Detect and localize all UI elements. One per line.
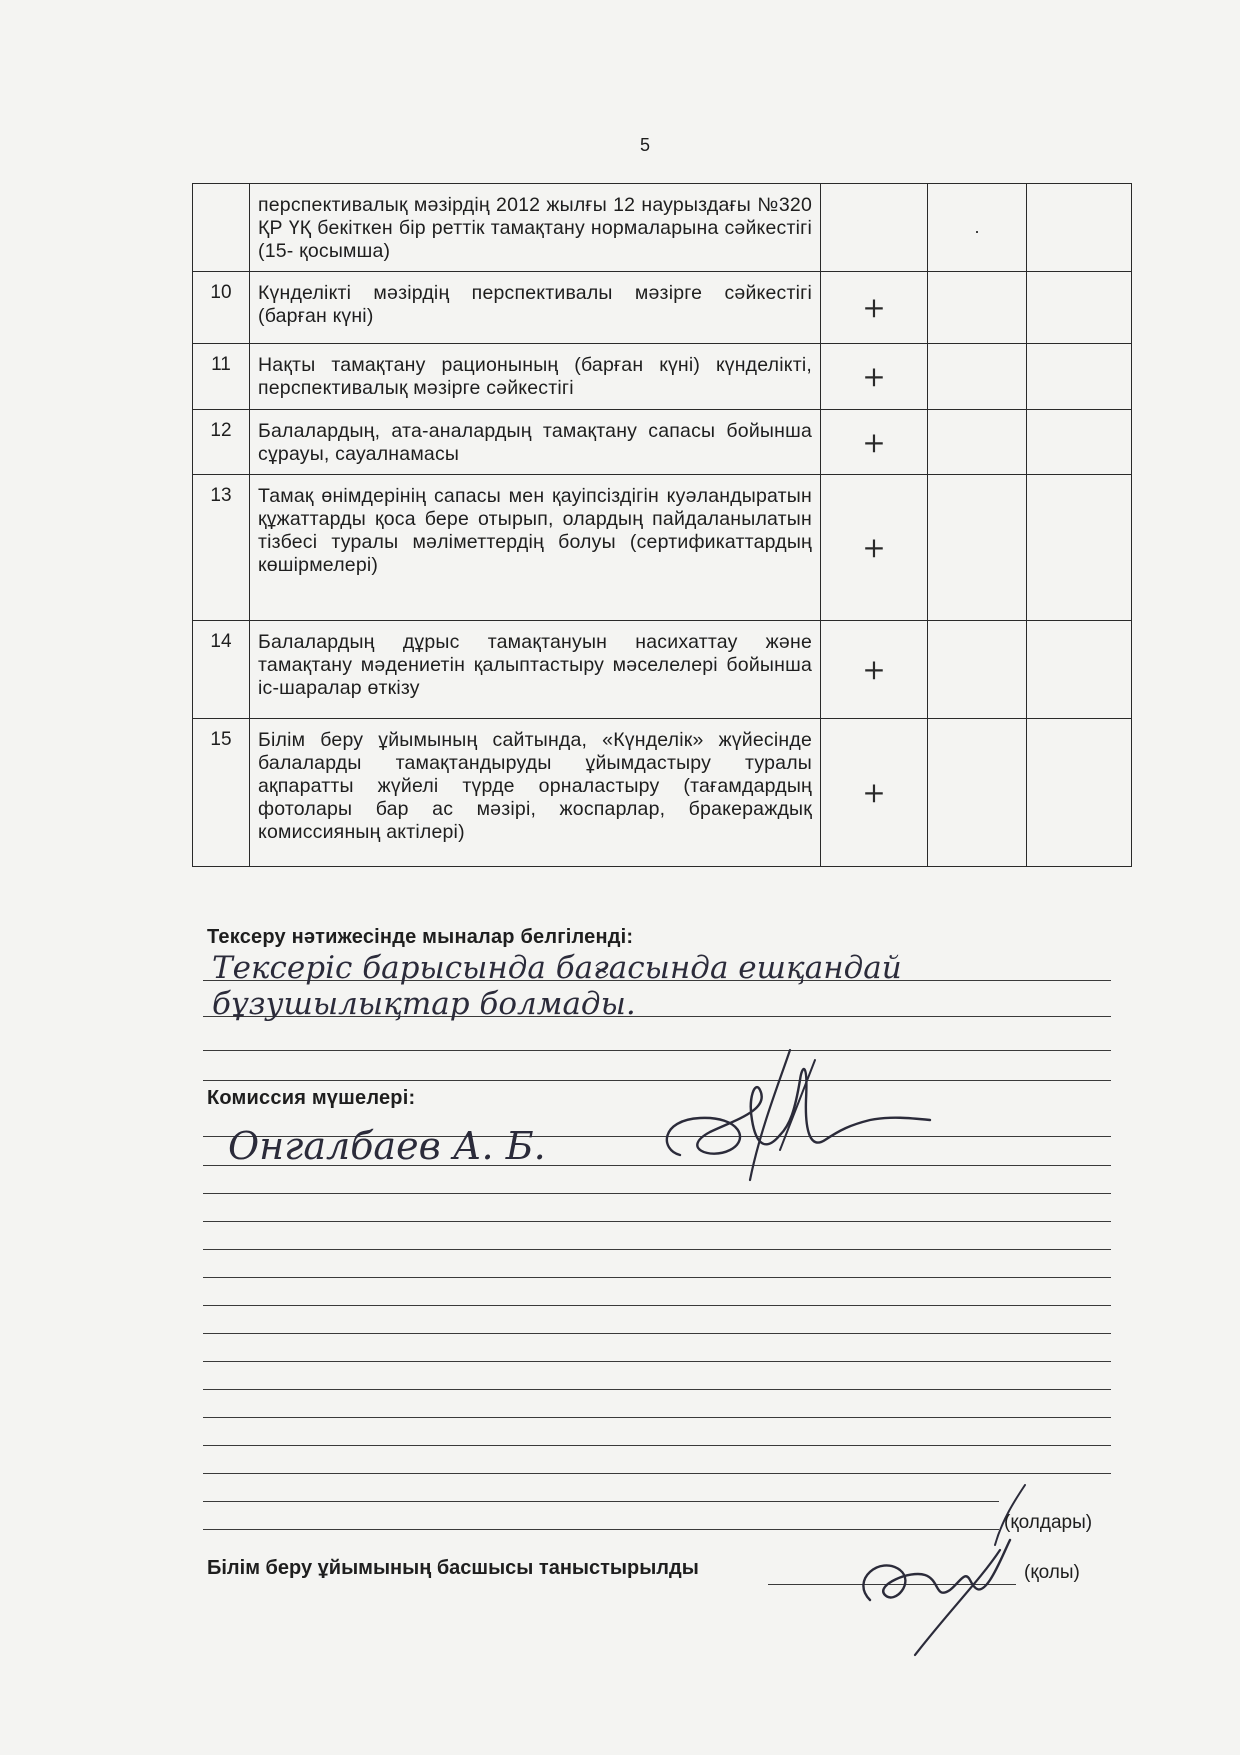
ruled-line xyxy=(203,1249,1111,1250)
row-text: Нақты тамақтану рационының (барған күні) күнделікті, перспективалық мәзірге сәйкестігі xyxy=(250,344,821,410)
findings-handwriting-line-2: бұзушылықтар болмады. xyxy=(212,986,636,1022)
commission-heading: Комиссия мүшелері: xyxy=(207,1087,416,1109)
checklist-table xyxy=(192,183,1132,867)
head-signature-caption: (қолы) xyxy=(1024,1562,1080,1583)
row-text: перспективалық мәзірдің 2012 жылғы 12 наурыздағы №320 ҚР ҮҚ бекіткен бір реттік тамақтану нормаларына сәйкестігі (15- қосымша) xyxy=(250,184,821,272)
row-mark: + xyxy=(821,272,928,344)
commission-member-name: Онгалбаев А. Б. xyxy=(228,1124,546,1168)
findings-handwriting-line-1: Тексеріс барысында бағасында ешқандай xyxy=(212,950,902,986)
row-cell xyxy=(928,410,1027,475)
row-cell xyxy=(1027,184,1132,272)
row-cell xyxy=(1027,475,1132,621)
ruled-line xyxy=(203,1417,1111,1418)
commission-signature-caption: (қолдары) xyxy=(1004,1512,1093,1533)
row-cell xyxy=(928,272,1027,344)
row-text: Күнделікті мәзірдің перспективалы мәзірге сәйкестігі (барған күні) xyxy=(250,272,821,344)
table-row xyxy=(193,475,1132,621)
row-text: Білім беру ұйымының сайтында, «Күнделік» жүйесінде балаларды тамақтандыруды ұйымдастыру туралы ақпаратты жүйелі түрде орналастыру (тағамдардың фотолары бар ас мәзірі, жоспарлар, бракераждық комиссияның актілері) xyxy=(250,719,821,867)
row-cell xyxy=(1027,344,1132,410)
table-row xyxy=(193,184,1132,272)
row-cell xyxy=(928,621,1027,719)
ruled-line xyxy=(203,1221,1111,1222)
row-text: Балалардың, ата-аналардың тамақтану сапасы бойынша сұрауы, сауалнамасы xyxy=(250,410,821,475)
row-mark: + xyxy=(821,410,928,475)
ruled-line xyxy=(203,1361,1111,1362)
row-number: 14 xyxy=(193,621,250,719)
row-number: 13 xyxy=(193,475,250,621)
table-row xyxy=(193,410,1132,475)
table-row xyxy=(193,344,1132,410)
row-cell xyxy=(928,719,1027,867)
row-text: Тамақ өнімдерінің сапасы мен қауіпсіздігін куәландыратын құжаттарды қоса бере отырып, олардың пайдаланылатын тізбесі туралы мәліметтердің болуы (сертификаттардың көшірмелері) xyxy=(250,475,821,621)
row-cell xyxy=(1027,719,1132,867)
row-cell xyxy=(1027,621,1132,719)
row-mark xyxy=(821,184,928,272)
row-number: 11 xyxy=(193,344,250,410)
table-row xyxy=(193,272,1132,344)
row-mark: + xyxy=(821,344,928,410)
ruled-line xyxy=(203,1445,1111,1446)
row-cell xyxy=(1027,272,1132,344)
head-acquainted-label: Білім беру ұйымының басшысы таныстырылды xyxy=(207,1557,699,1579)
row-number: 10 xyxy=(193,272,250,344)
row-mark: + xyxy=(821,719,928,867)
row-cell xyxy=(928,344,1027,410)
head-signature xyxy=(840,1510,1030,1660)
row-number: 12 xyxy=(193,410,250,475)
row-number xyxy=(193,184,250,272)
table-row xyxy=(193,719,1132,867)
ruled-line xyxy=(203,1473,1111,1474)
row-cell: . xyxy=(928,184,1027,272)
row-number: 15 xyxy=(193,719,250,867)
ruled-line xyxy=(203,1333,1111,1334)
ruled-line xyxy=(203,1501,999,1502)
ruled-line xyxy=(203,1389,1111,1390)
row-text: Балалардың дұрыс тамақтануын насихаттау және тамақтану мәдениетін қалыптастыру мәселелері бойынша іс-шаралар өткізу xyxy=(250,621,821,719)
findings-heading: Тексеру нәтижесінде мыналар белгіленді: xyxy=(207,926,634,948)
ruled-line xyxy=(203,1193,1111,1194)
ruled-line xyxy=(203,1305,1111,1306)
commission-signature xyxy=(640,1040,940,1190)
row-cell xyxy=(1027,410,1132,475)
ruled-line xyxy=(203,1277,1111,1278)
table-row xyxy=(193,621,1132,719)
page-number: 5 xyxy=(640,135,651,155)
row-mark: + xyxy=(821,475,928,621)
row-cell xyxy=(928,475,1027,621)
row-mark: + xyxy=(821,621,928,719)
